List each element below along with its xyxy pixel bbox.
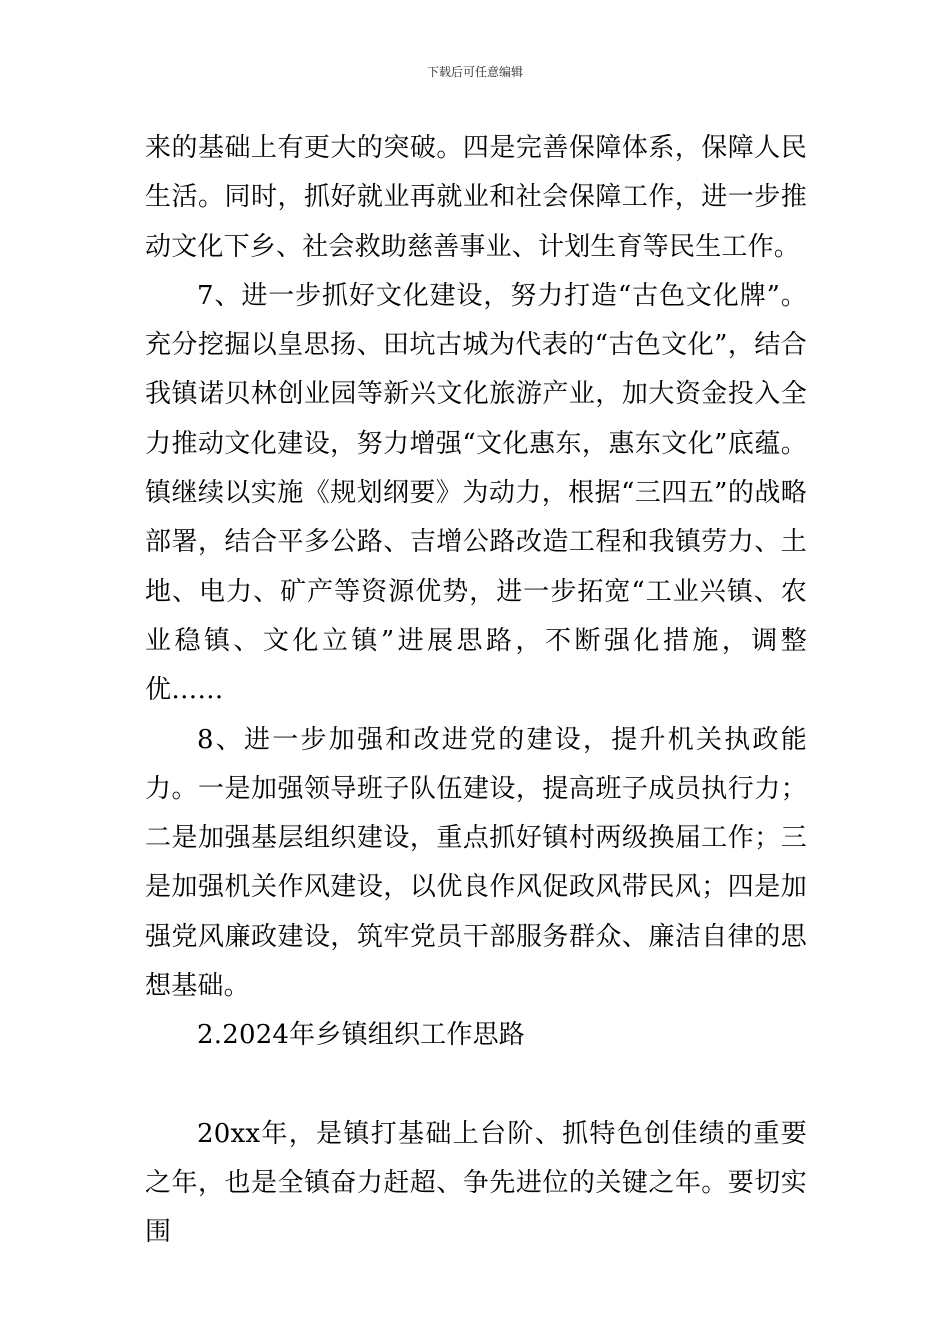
- paragraph-party-building: 8、进一步加强和改进党的建设，提升机关执政能力。一是加强领导班子队伍建设，提高班子成员执行力；二是加强基层组织建设，重点抓好镇村两级换届工作；三是加强机关作风建设，以优良作风促政风带民风；四是加强党风廉政建设，筑牢党员干部服务群众、廉洁自律的思想基础。: [145, 724, 807, 1002]
- blank-line: [145, 1061, 807, 1110]
- paragraph-continuation: 来的基础上有更大的突破。四是完善保障体系，保障人民生活。同时，抓好就业再就业和社会保障工作，进一步推动文化下乡、社会救助慈善事业、计划生育等民生工作。: [145, 133, 807, 262]
- section-heading: 2.2024年乡镇组织工作思路: [197, 1020, 525, 1051]
- document-body: [145, 124, 807, 1258]
- paragraph-work-plan: 20xx年，是镇打基础上台阶、抓特色创佳绩的重要之年，也是全镇奋力赶超、争先进位的关键之年。要切实围: [145, 1118, 807, 1248]
- paragraph-culture-building: 7、进一步抓好文化建设，努力打造“古色文化牌”。充分挖掘以皇思扬、田坑古城为代表的“古色文化”，结合我镇诺贝林创业园等新兴文化旅游产业，加大资金投入全力推动文化建设，努力增强“文化惠东，惠东文化”底蕴。镇继续以实施《规划纲要》为动力，根据“三四五”的战略部署，结合平多公路、吉增公路改造工程和我镇劳力、土地、电力、矿产等资源优势，进一步拓宽“工业兴镇、农业稳镇、文化立镇”进展思路，不断强化措施，调整优……: [145, 280, 807, 706]
- page-header: 下载后可任意编辑: [426, 65, 523, 79]
